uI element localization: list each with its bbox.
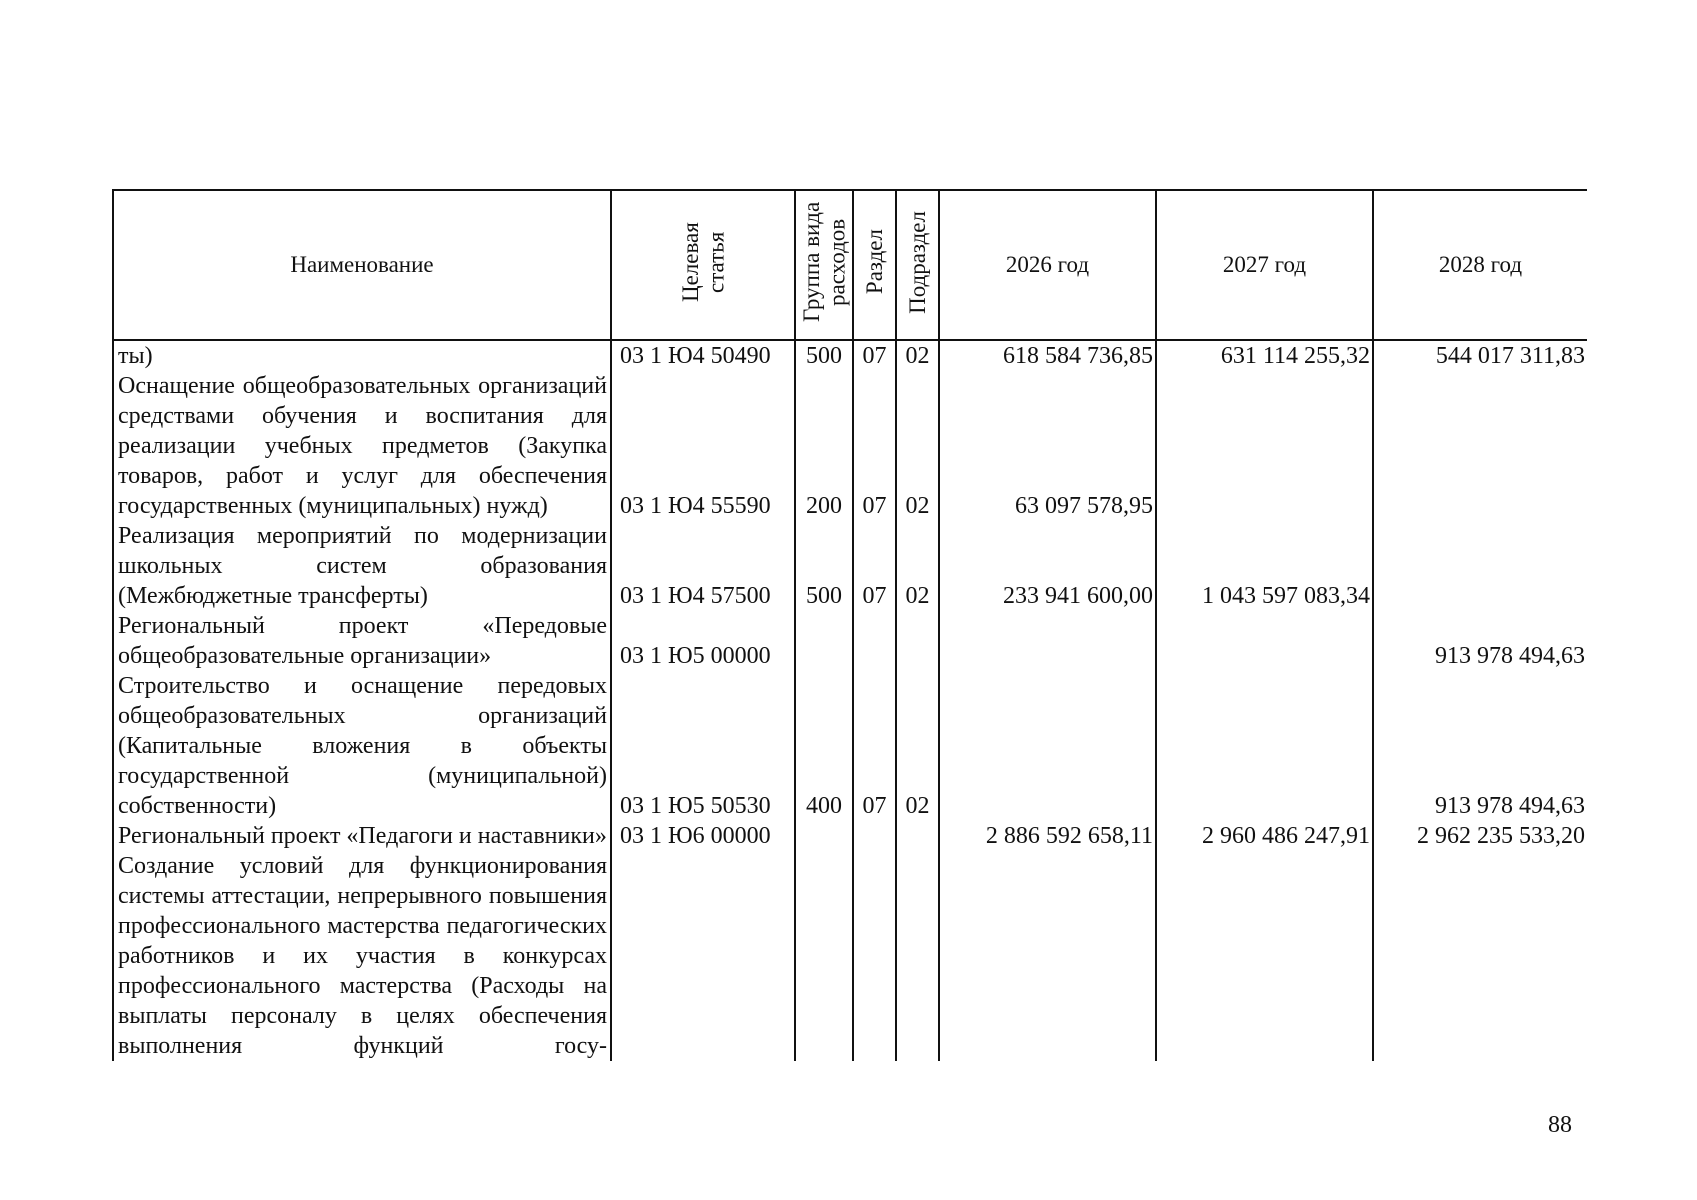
row-expense-group bbox=[795, 851, 853, 1061]
table-body bbox=[113, 340, 1587, 1061]
table-row bbox=[113, 851, 1587, 1061]
table-row bbox=[113, 340, 1587, 371]
row-target-article bbox=[611, 851, 795, 1061]
header-target-article: Целевая статья bbox=[611, 190, 795, 340]
row-target-article: 03 1 Ю4 55590 bbox=[611, 371, 795, 521]
row-subsection bbox=[896, 851, 939, 1061]
row-amount-2027: 1 043 597 083,34 bbox=[1156, 521, 1373, 611]
row-expense-group: 400 bbox=[795, 671, 853, 821]
row-expense-group: 500 bbox=[795, 521, 853, 611]
row-expense-group: 200 bbox=[795, 371, 853, 521]
row-name: Строительство и оснащение передовых общеобразовательных организаций (Капитальные вложения в объекты государственной (муниципальной) собственности) bbox=[113, 671, 611, 821]
table-row bbox=[113, 521, 1587, 611]
row-amount-2026 bbox=[939, 611, 1156, 671]
table-row bbox=[113, 671, 1587, 821]
row-subsection bbox=[896, 821, 939, 851]
row-amount-2027 bbox=[1156, 851, 1373, 1061]
row-subsection: 02 bbox=[896, 340, 939, 371]
row-target-article: 03 1 Ю5 00000 bbox=[611, 611, 795, 671]
row-expense-group bbox=[795, 821, 853, 851]
row-section: 07 bbox=[853, 340, 896, 371]
row-subsection: 02 bbox=[896, 371, 939, 521]
row-subsection bbox=[896, 611, 939, 671]
budget-table-sheet bbox=[112, 189, 1587, 1089]
row-section bbox=[853, 851, 896, 1061]
row-subsection: 02 bbox=[896, 671, 939, 821]
header-2027: 2027 год bbox=[1156, 190, 1373, 340]
row-amount-2028 bbox=[1373, 521, 1587, 611]
row-amount-2028: 913 978 494,63 bbox=[1373, 611, 1587, 671]
table-row bbox=[113, 611, 1587, 671]
row-section: 07 bbox=[853, 521, 896, 611]
row-amount-2026: 618 584 736,85 bbox=[939, 340, 1156, 371]
row-amount-2027 bbox=[1156, 371, 1373, 521]
row-amount-2026 bbox=[939, 671, 1156, 821]
row-expense-group bbox=[795, 611, 853, 671]
row-target-article: 03 1 Ю6 00000 bbox=[611, 821, 795, 851]
row-amount-2027: 2 960 486 247,91 bbox=[1156, 821, 1373, 851]
row-amount-2027 bbox=[1156, 671, 1373, 821]
row-amount-2028 bbox=[1373, 851, 1587, 1061]
row-section: 07 bbox=[853, 371, 896, 521]
row-section: 07 bbox=[853, 671, 896, 821]
header-2028: 2028 год bbox=[1373, 190, 1587, 340]
row-amount-2026: 2 886 592 658,11 bbox=[939, 821, 1156, 851]
row-amount-2028: 2 962 235 533,20 bbox=[1373, 821, 1587, 851]
header-subsection: Подраздел bbox=[896, 190, 939, 340]
row-subsection: 02 bbox=[896, 521, 939, 611]
table-row bbox=[113, 371, 1587, 521]
row-amount-2026: 63 097 578,95 bbox=[939, 371, 1156, 521]
row-name: ты) bbox=[113, 340, 611, 371]
row-section bbox=[853, 611, 896, 671]
header-name: Наименование bbox=[113, 190, 611, 340]
row-section bbox=[853, 821, 896, 851]
row-amount-2028: 544 017 311,83 bbox=[1373, 340, 1587, 371]
row-expense-group: 500 bbox=[795, 340, 853, 371]
page-number: 88 bbox=[1548, 1112, 1572, 1138]
row-name: Реализация мероприятий по модернизации школьных систем образования (Межбюджетные трансферты) bbox=[113, 521, 611, 611]
row-target-article: 03 1 Ю4 57500 bbox=[611, 521, 795, 611]
row-amount-2028 bbox=[1373, 371, 1587, 521]
table-row bbox=[113, 821, 1587, 851]
row-amount-2026 bbox=[939, 851, 1156, 1061]
row-name: Региональный проект «Педагоги и наставники» bbox=[113, 821, 611, 851]
row-name: Региональный проект «Передовые общеобразовательные организации» bbox=[113, 611, 611, 671]
header-section: Раздел bbox=[853, 190, 896, 340]
row-target-article: 03 1 Ю5 50530 bbox=[611, 671, 795, 821]
row-name: Оснащение общеобразовательных организаций средствами обучения и воспитания для реализации учебных предметов (Закупка товаров, работ и услуг для обеспечения государственных (муниципальных) нужд) bbox=[113, 371, 611, 521]
header-expense-group: Группа вида расходов bbox=[795, 190, 853, 340]
row-amount-2027 bbox=[1156, 611, 1373, 671]
header-2026: 2026 год bbox=[939, 190, 1156, 340]
row-amount-2028: 913 978 494,63 bbox=[1373, 671, 1587, 821]
table-header-row bbox=[113, 190, 1587, 340]
row-amount-2027: 631 114 255,32 bbox=[1156, 340, 1373, 371]
budget-table bbox=[112, 189, 1587, 1061]
row-name: Создание условий для функционирования системы аттестации, непрерывного повышения профессионального мастерства педагогических работников и их участия в конкурсах профессионального мастерства (Расходы на выплаты персоналу в целях обеспечения выполнения функций госу- bbox=[113, 851, 611, 1061]
row-target-article: 03 1 Ю4 50490 bbox=[611, 340, 795, 371]
row-amount-2026: 233 941 600,00 bbox=[939, 521, 1156, 611]
